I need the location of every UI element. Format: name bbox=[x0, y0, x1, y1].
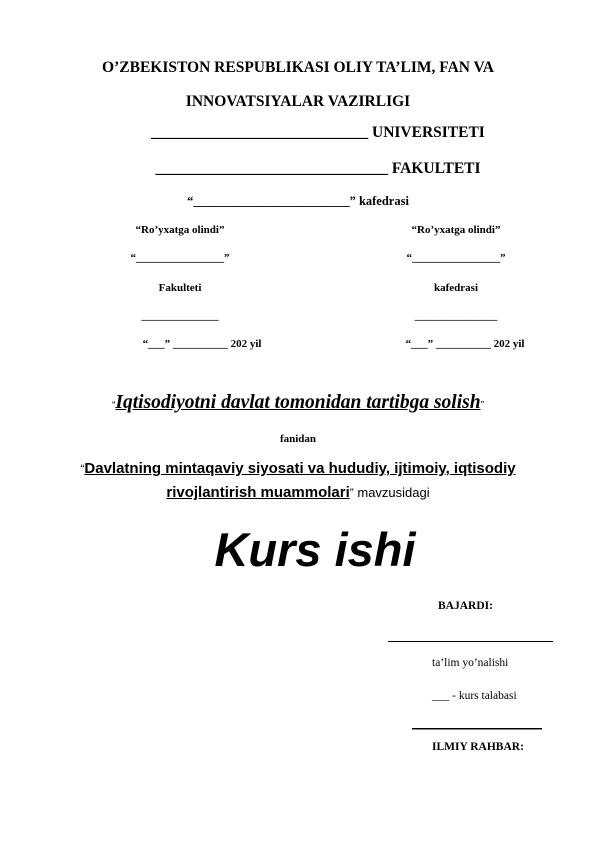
faculty-line: ______________________________ FAKULTETI bbox=[155, 160, 481, 177]
topic-open-quote: “ bbox=[80, 462, 85, 476]
supervisor-heading: ILMIY RAHBAR: bbox=[432, 741, 524, 753]
ministry-line-2: INNOVATSIYALAR VAZIRLIGI bbox=[185, 93, 411, 110]
topic-suffix: mavzusidagi bbox=[353, 485, 430, 500]
main-title: Kurs ishi bbox=[214, 523, 416, 576]
subject-suffix: fanidan bbox=[279, 433, 317, 445]
performer-signature-line bbox=[412, 728, 542, 729]
performer-course: ___ - kurs talabasi bbox=[432, 690, 517, 702]
approval-left-date: “___” __________ 202 yil bbox=[142, 338, 262, 350]
university-line: ____________________________ UNIVERSITETI bbox=[151, 124, 485, 141]
approval-left-quote-line: “________________” bbox=[130, 252, 230, 264]
approval-left-blank: ______________ bbox=[141, 310, 219, 322]
topic-text-2: rivojlantirish muammolari bbox=[166, 484, 350, 501]
topic-text-1: Davlatning mintaqaviy siyosati va hududiy, ijtimoiy, iqtisodiy bbox=[84, 460, 516, 477]
approval-right-blank: _______________ bbox=[414, 310, 498, 322]
ministry-line-1: O’ZBEKISTON RESPUBLIKASI OLIY TA’LIM, FAN VA bbox=[102, 59, 494, 76]
approval-right-quote-line: “________________” bbox=[406, 252, 506, 264]
approval-right-title: “Ro’yxatga olindi” bbox=[411, 224, 501, 236]
department-line: “_________________________” kafedrasi bbox=[187, 194, 409, 208]
performer-name-line bbox=[388, 641, 553, 642]
approval-left-title: “Ro’yxatga olindi” bbox=[135, 224, 225, 236]
topic-line-2 bbox=[0, 484, 596, 502]
approval-right-label: kafedrasi bbox=[434, 282, 478, 294]
subject-close-quote: ” bbox=[480, 400, 484, 411]
topic-close-quote: ” bbox=[349, 486, 354, 500]
subject-line bbox=[0, 392, 596, 414]
approval-right-date: “___” __________ 202 yil bbox=[405, 338, 525, 350]
performer-heading: BAJARDI: bbox=[438, 600, 493, 612]
subject-name: Iqtisodiyotni davlat tomonidan tartibga solish bbox=[115, 392, 481, 413]
approval-left-label: Fakulteti bbox=[158, 282, 202, 294]
subject-open-quote: “ bbox=[112, 400, 116, 411]
topic-line-1 bbox=[0, 460, 596, 478]
performer-direction: ta’lim yo’nalishi bbox=[432, 657, 509, 669]
